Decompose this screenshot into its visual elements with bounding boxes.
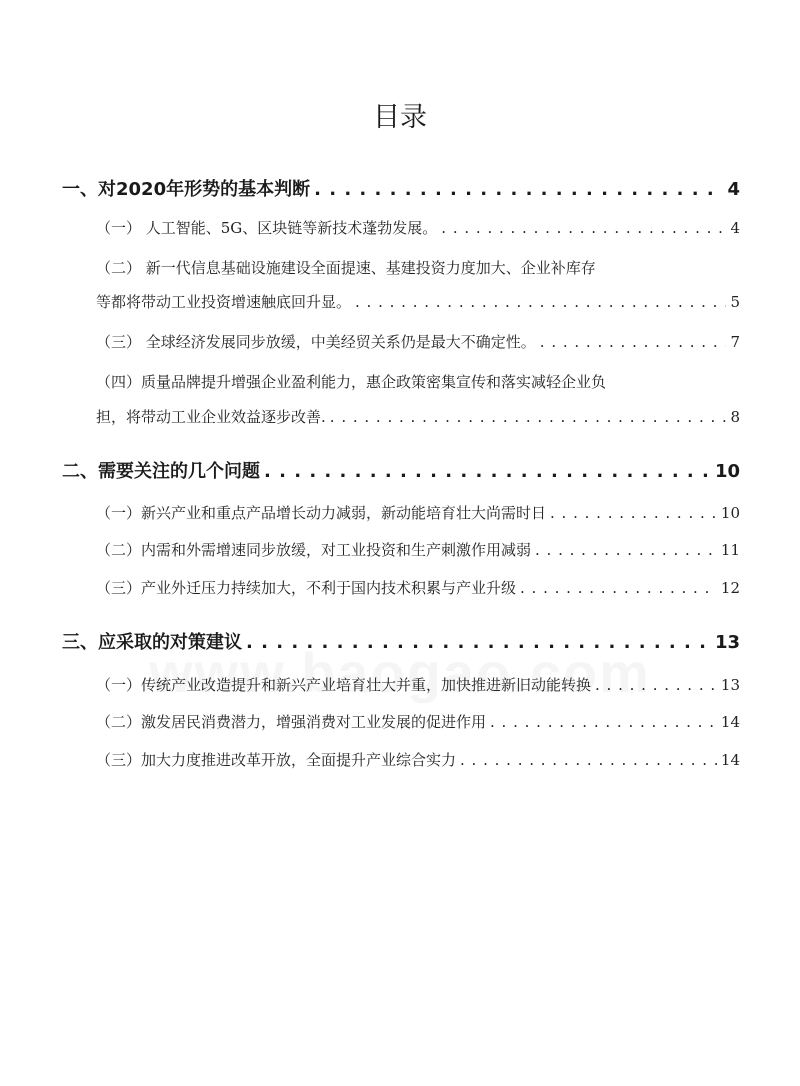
toc-page-number: 8 [730,408,740,426]
dot-leader [535,538,717,562]
toc-title: 目录 [373,102,427,133]
toc-item-2-1[interactable] [96,501,740,525]
toc-item-3-3[interactable] [96,748,740,772]
toc-page-number: 13 [720,676,740,694]
toc-item-label: （三） 全球经济发展同步放缓，中美经贸关系仍是最大不确定性。 [96,333,536,351]
toc-item-2-3[interactable] [96,576,740,600]
toc-item-label-cont: 等都将带动工业投资增速触底回升显。 [96,293,352,311]
dot-leader [441,216,726,240]
toc-section-2[interactable] [62,459,740,485]
dot-leader [490,710,717,734]
dot-leader [460,748,717,772]
toc-item-label: （三）加大力度推进改革开放，全面提升产业综合实力 [96,751,457,769]
toc-item-1-2[interactable] [96,290,740,314]
toc-page-number: 7 [730,333,740,351]
dot-leader [330,405,727,429]
toc-item-label: （一） 人工智能、5G、区块链等新技术蓬勃发展。 [96,219,438,237]
watermark [0,640,800,705]
toc-section-1[interactable] [62,177,740,203]
dot-leader [264,459,711,485]
dot-leader [540,330,727,354]
toc-item-label-cont: 担，将带动工业企业效益逐步改善. [96,408,326,426]
toc-page-number: 4 [730,219,740,237]
toc-page-number: 13 [714,632,740,653]
toc-item-1-1[interactable] [96,216,740,240]
toc-page-number: 5 [730,293,740,311]
toc-page-number: 10 [720,504,740,522]
dot-leader [314,177,723,203]
toc-item-label: （二）内需和外需增速同步放缓，对工业投资和生产刺激作用减弱 [96,541,532,559]
toc-item-1-3[interactable] [96,330,740,354]
toc-item-label: （二）激发居民消费潜力，增强消费对工业发展的促进作用 [96,713,487,731]
toc-page-number: 14 [720,713,740,731]
toc-item-label: （一）新兴产业和重点产品增长动力减弱，新动能培育壮大尚需时日 [96,504,547,522]
toc-page-number: 14 [720,751,740,769]
toc-page-number: 4 [727,179,740,200]
dot-leader [520,576,717,600]
toc-item-label: （一）传统产业改造提升和新兴产业培育壮大并重，加快推进新旧动能转换 [96,676,592,694]
toc-item-label: （三）产业外迁压力持续加大，不利于国内技术积累与产业升级 [96,579,517,597]
toc-page-number: 12 [720,579,740,597]
toc-item-1-4-line1[interactable]: （四）质量品牌提升增强企业盈利能力，惠企政策密集宣传和落实减轻企业负 [96,373,607,391]
toc-page-number: 10 [714,461,740,482]
toc-item-2-2[interactable] [96,538,740,562]
dot-leader [550,501,717,525]
dot-leader [355,290,726,314]
toc-section-label: 三、应采取的对策建议 [62,632,242,653]
toc-page-number: 11 [720,541,740,559]
toc-section-label: 二、需要关注的几个问题 [62,461,260,482]
toc-item-3-2[interactable] [96,710,740,734]
toc-item-1-2-line1[interactable]: （二） 新一代信息基础设施建设全面提速、基建投资力度加大、企业补库存 [96,259,596,277]
toc-section-label: 一、对2020年形势的基本判断 [62,179,311,200]
toc-item-1-4[interactable] [96,405,740,429]
